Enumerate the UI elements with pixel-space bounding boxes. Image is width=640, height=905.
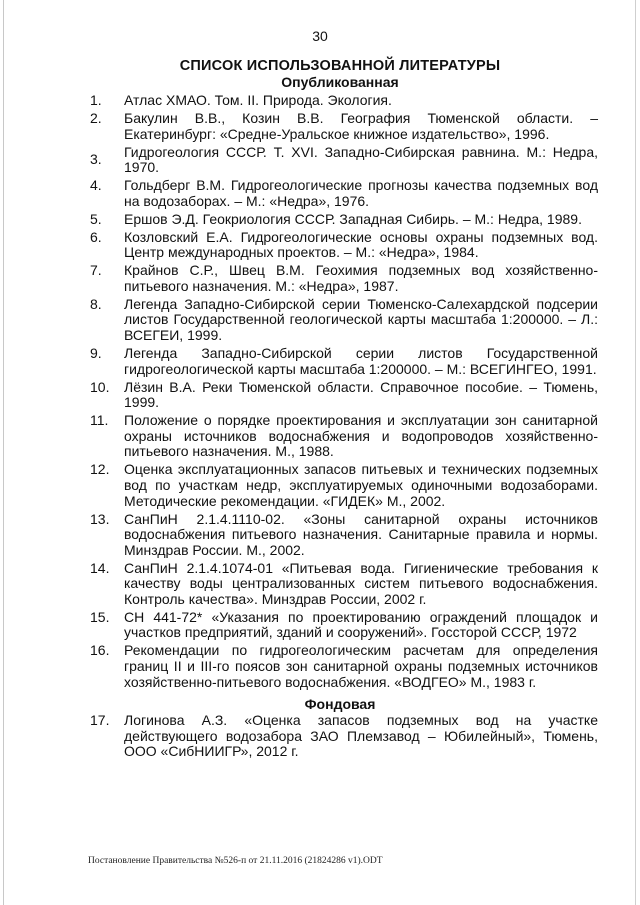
reference-text: Крайнов С.Р., Швец В.М. Геохимия подземных вод хозяйственно-питьевого назначения. М.: «Недра», 1987. <box>124 262 598 294</box>
reference-item <box>90 230 598 261</box>
reference-text: Бакулин В.В., Козин В.В. География Тюменской области. – Екатеринбург: «Средне-Уральское книжное издательство», 1996. <box>124 109 598 142</box>
reference-text: Гольдберг В.М. Гидрогеологические прогнозы качества подземных вод на водозаборах. – М.: «Недра», 1976. <box>124 177 598 209</box>
reference-number: 14. <box>90 559 110 576</box>
reference-item <box>90 610 598 641</box>
reference-number: 9. <box>90 345 102 362</box>
section-heading-published <box>80 74 600 91</box>
reference-number: 5. <box>90 210 102 227</box>
reference-item <box>90 93 598 109</box>
reference-item <box>90 643 598 690</box>
reference-number: 1. <box>90 92 102 108</box>
reference-text: Козловский Е.А. Гидрогеологические основы охраны подземных вод. Центр международных проектов. – М.: «Недра», 1984. <box>124 228 598 261</box>
section-heading-archival <box>80 696 600 713</box>
section-heading-label: Фондовая <box>304 696 376 712</box>
reference-number: 15. <box>90 608 110 625</box>
reference-item <box>90 212 598 228</box>
reference-number: 13. <box>90 510 110 527</box>
reference-item <box>90 346 598 377</box>
reference-item <box>90 380 598 411</box>
reference-number: 11. <box>90 412 109 429</box>
reference-item <box>90 145 598 176</box>
reference-number: 16. <box>90 642 110 659</box>
page-edge-right <box>635 0 636 905</box>
reference-number: 8. <box>90 295 102 312</box>
reference-number: 17. <box>90 712 110 728</box>
reference-text: СН 441-72* «Указания по проектированию ограждений площадок и участков предприятий, зданий и сооружений». Госсторой СССР, 1972 <box>124 608 598 641</box>
reference-item <box>90 297 598 344</box>
page-edge-left <box>3 0 4 905</box>
document-footer: Постановление Правительства №526-п от 21.11.2016 (21824286 v1).ODT <box>88 856 383 866</box>
reference-item <box>90 263 598 294</box>
reference-item <box>90 713 598 760</box>
reference-number: 7. <box>90 262 102 279</box>
reference-number: 6. <box>90 228 102 245</box>
reference-item <box>90 413 598 460</box>
reference-text: Положение о порядке проектирования и эксплуатации зон санитарной охраны источников водоснабжения и водопроводов хозяйственно-питьевого назначения. М., 1988. <box>124 412 598 460</box>
reference-text: Атлас ХМАО. Том. II. Природа. Экология. <box>124 92 392 108</box>
reference-item <box>90 462 598 509</box>
reference-text: СанПиН 2.1.4.1074-01 «Питьевая вода. Гигиенические требования к качеству воды централизованных систем питьевого водоснабжения. Контроль качества». Минздрав России, 2002 г. <box>124 559 598 607</box>
reference-item <box>90 178 598 209</box>
reference-text: Гидрогеология СССР. Т. XVI. Западно-Сибирская равнина. М.: Недра, 1970. <box>124 143 598 176</box>
reference-text: Логинова А.З. «Оценка запасов подземных вод на участке действующего водозабора ЗАО Племзавод – Юбилейный», Тюмень, ООО «СибНИИГР», 2012 г. <box>124 712 598 760</box>
reference-number: 10. <box>90 378 110 395</box>
reference-number: 4. <box>90 177 102 194</box>
reference-text: СанПиН 2.1.4.1110-02. «Зоны санитарной охраны источников водоснабжения питьевого назначения. Санитарные правила и нормы. Минздрав России. М., 2002. <box>124 510 598 558</box>
reference-text: Оценка эксплуатационных запасов питьевых и технических подземных вод по участкам недр, эксплуатируемых одиночными водозаборами. Методические рекомендации. «ГИДЕК» М., 2002. <box>124 461 598 509</box>
page-number: 30 <box>312 28 328 44</box>
reference-text: Легенда Западно-Сибирской серии Тюменско-Салехардской подсерии листов Государственной геологической карты масштаба 1:200000. – Л.: ВСЕГЕИ, 1999. <box>124 295 598 344</box>
reference-number: 3. <box>90 151 102 168</box>
document-title: СПИСОК ИСПОЛЬЗОВАННОЙ ЛИТЕРАТУРЫ <box>179 58 501 74</box>
reference-text: Рекомендации по гидрогеологическим расчетам для определения границ II и III-го поясов зон санитарной охраны подземных источников хозяйственно-питьевого водоснабжения. «ВОДГЕО» М., 1983 г. <box>124 642 598 690</box>
reference-item <box>90 512 598 559</box>
reference-item <box>90 111 598 142</box>
reference-number: 2. <box>90 109 102 126</box>
reference-list-published <box>90 93 598 693</box>
section-heading-label: Опубликованная <box>281 74 399 90</box>
reference-list-archival <box>90 713 598 762</box>
reference-text: Ершов Э.Д. Геокриология СССР. Западная Сибирь. – М.: Недра, 1989. <box>124 210 582 227</box>
reference-text: Легенда Западно-Сибирской серии листов Государственной гидрогеологической карты масштаба 1:200000. – М.: ВСЕГИНГЕО, 1991. <box>124 345 598 377</box>
reference-item <box>90 561 598 608</box>
reference-text: Лёзин В.А. Реки Тюменской области. Справочное пособие. – Тюмень, 1999. <box>124 378 598 411</box>
reference-number: 12. <box>90 461 110 478</box>
